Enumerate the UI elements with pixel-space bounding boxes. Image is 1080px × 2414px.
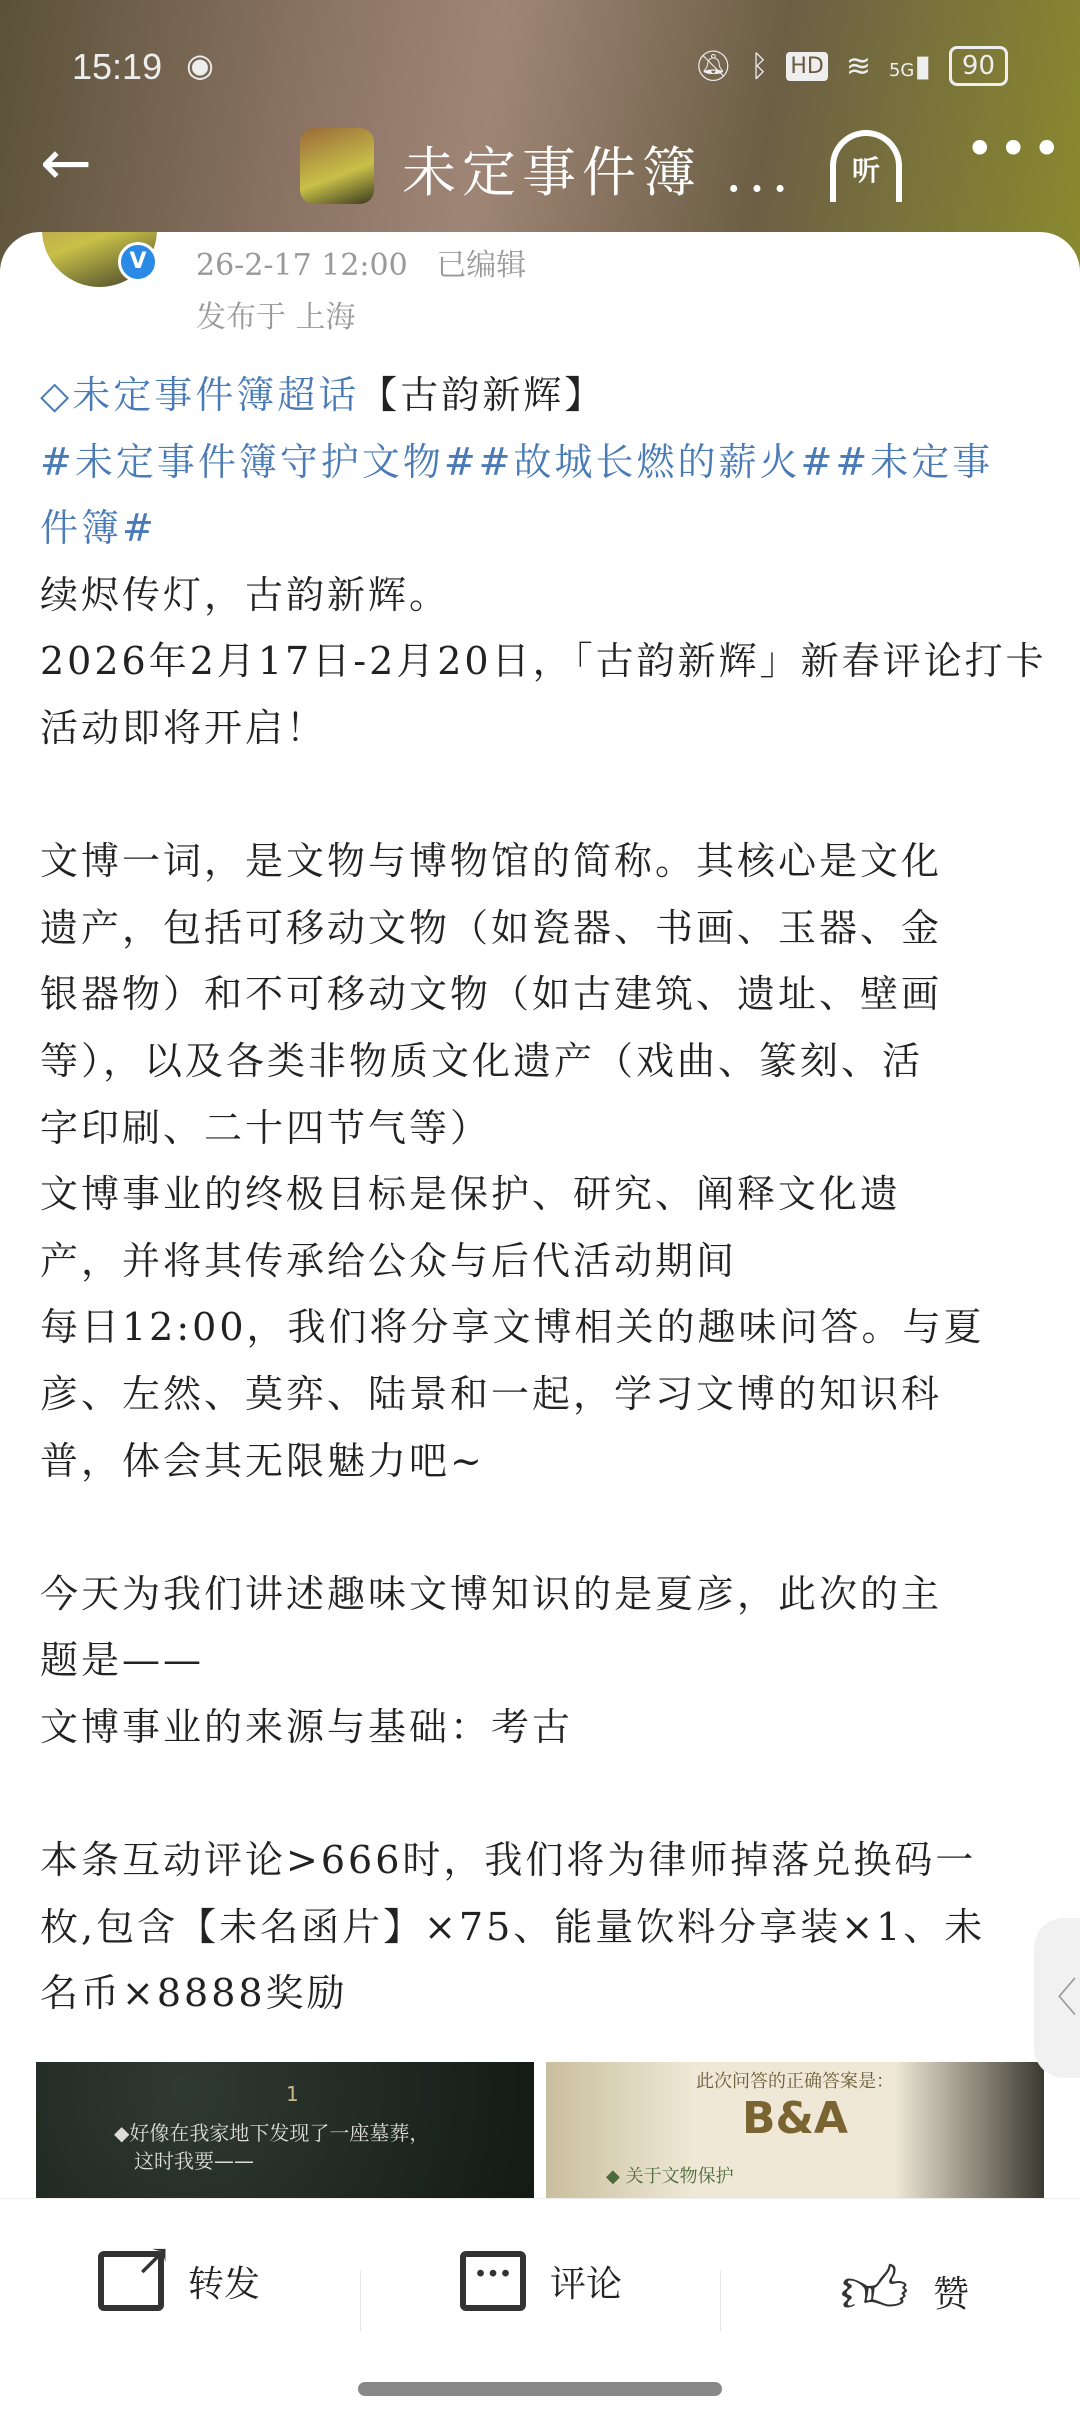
post-location: 发布于 上海 bbox=[196, 300, 356, 335]
edited-label: 已编辑 bbox=[436, 248, 527, 283]
answer-value: B&A bbox=[742, 2093, 848, 2144]
post-meta bbox=[196, 240, 526, 284]
post-text-line: 2026年2月17日-2月20日，「古韵新辉」新春评论打卡 bbox=[40, 639, 1047, 684]
network-type: 5G bbox=[888, 59, 915, 81]
answer-caption: 此次问答的正确答案是： bbox=[696, 2071, 894, 2092]
listen-label: 听 bbox=[851, 154, 880, 187]
super-topic-link[interactable]: ◇未定事件簿超话 bbox=[40, 373, 360, 417]
topic-suffix: 【古韵新辉】 bbox=[359, 373, 606, 417]
quiz-number: 1 bbox=[286, 2082, 299, 2106]
thumbs-up-icon: 👍︎ bbox=[840, 2252, 909, 2329]
weibo-icon: ◉ bbox=[186, 46, 214, 84]
repost-icon: ↗ bbox=[98, 2251, 164, 2311]
post-text-line: 本条互动评论>666时，我们将为律师掉落兑换码一 bbox=[40, 1838, 977, 1883]
post-text-line: 文博事业的来源与基础：考古 bbox=[40, 1704, 574, 1749]
battery-icon: 90 bbox=[949, 46, 1008, 86]
nav-bar bbox=[0, 120, 1080, 210]
comment-button[interactable] bbox=[460, 2251, 622, 2311]
hd-icon: HD bbox=[786, 52, 827, 81]
post-text-line: 彦、左然、莫弈、陆景和一起，学习文博的知识科 bbox=[40, 1371, 943, 1416]
post-text-line: 银器物）和不可移动文物（如古建筑、遗址、壁画 bbox=[40, 972, 943, 1017]
post-text-line: 名币×8888奖励 bbox=[40, 1971, 348, 2016]
post-text-line bbox=[40, 762, 1050, 829]
answer-section: ◆ 关于文物保护 bbox=[606, 2166, 734, 2187]
account-avatar[interactable] bbox=[300, 128, 374, 204]
post-text-line: 续烬传灯，古韵新辉。 bbox=[40, 572, 451, 617]
post-text-line[interactable] bbox=[40, 362, 1050, 429]
post-body bbox=[40, 362, 1050, 2027]
comment-icon: ··· bbox=[460, 2251, 526, 2311]
quiz-question-1: ◆好像在我家地下发现了一座墓葬， bbox=[114, 2121, 430, 2145]
quiz-question-2: 这时我要—— bbox=[134, 2149, 254, 2173]
post-image-1[interactable] bbox=[36, 2062, 534, 2198]
post-text-line: 每日12:00，我们将分享文博相关的趣味问答。与夏 bbox=[40, 1305, 985, 1350]
divider bbox=[360, 2271, 361, 2331]
post-text-line: 今天为我们讲述趣味文博知识的是夏彦，此次的主 bbox=[40, 1571, 943, 1616]
mute-icon: 🔕︎ bbox=[694, 48, 733, 84]
post-card bbox=[0, 232, 1080, 2198]
post-images bbox=[36, 2062, 1044, 2198]
back-arrow-icon[interactable]: ← bbox=[40, 126, 92, 199]
post-text-line: 枚,包含【未名函片】×75、能量饮料分享装×1、未 bbox=[40, 1904, 986, 1949]
post-text-line: 产，并将其传承给公众与后代活动期间 bbox=[40, 1238, 738, 1283]
page-title[interactable]: 未定事件簿 ... bbox=[402, 141, 795, 204]
hashtag-line[interactable]: 件簿# bbox=[40, 506, 157, 551]
side-drawer-tab[interactable]: 〈 bbox=[1034, 1918, 1080, 2078]
post-text-line: 题是—— bbox=[40, 1638, 205, 1683]
hashtag-line[interactable]: #未定事件簿守护文物##故城长燃的薪火##未定事 bbox=[40, 439, 994, 484]
post-image-2[interactable] bbox=[546, 2062, 1044, 2198]
bluetooth-icon: ᛒ bbox=[750, 48, 769, 84]
repost-button[interactable] bbox=[98, 2235, 261, 2311]
post-text-line: 等），以及各类非物质文化遗产（戏曲、篆刻、活 bbox=[40, 1038, 924, 1083]
home-indicator[interactable] bbox=[358, 2382, 722, 2396]
more-icon[interactable]: ••• bbox=[965, 120, 1066, 178]
post-timestamp: 26-2-17 12:00 bbox=[196, 248, 408, 283]
post-text-line bbox=[40, 1494, 1050, 1561]
verified-badge: V bbox=[118, 242, 158, 282]
divider bbox=[720, 2271, 721, 2331]
post-text-line: 普，体会其无限魅力吧~ bbox=[40, 1438, 485, 1483]
repost-label: 转发 bbox=[188, 2263, 261, 2305]
post-text-line: 字印刷、二十四节气等） bbox=[40, 1105, 492, 1150]
status-bar bbox=[0, 40, 1080, 100]
like-label: 赞 bbox=[932, 2273, 969, 2315]
signal-icon: 5G▮ bbox=[888, 48, 931, 84]
comment-label: 评论 bbox=[550, 2263, 623, 2305]
post-text-line: 文博事业的终极目标是保护、研究、阐释文化遗 bbox=[40, 1172, 902, 1217]
post-text-line bbox=[40, 1760, 1050, 1827]
wifi-icon: ≋ bbox=[845, 48, 871, 84]
status-time: 15:19 bbox=[72, 46, 163, 87]
headphones-listen-icon[interactable] bbox=[830, 130, 902, 202]
like-button[interactable] bbox=[840, 2251, 969, 2331]
post-text-line: 遗产，包括可移动文物（如瓷器、书画、玉器、金 bbox=[40, 905, 943, 950]
post-text-line: 文博一词，是文物与博物馆的简称。其核心是文化 bbox=[40, 839, 943, 884]
post-text-line: 活动即将开启！ bbox=[40, 705, 328, 750]
